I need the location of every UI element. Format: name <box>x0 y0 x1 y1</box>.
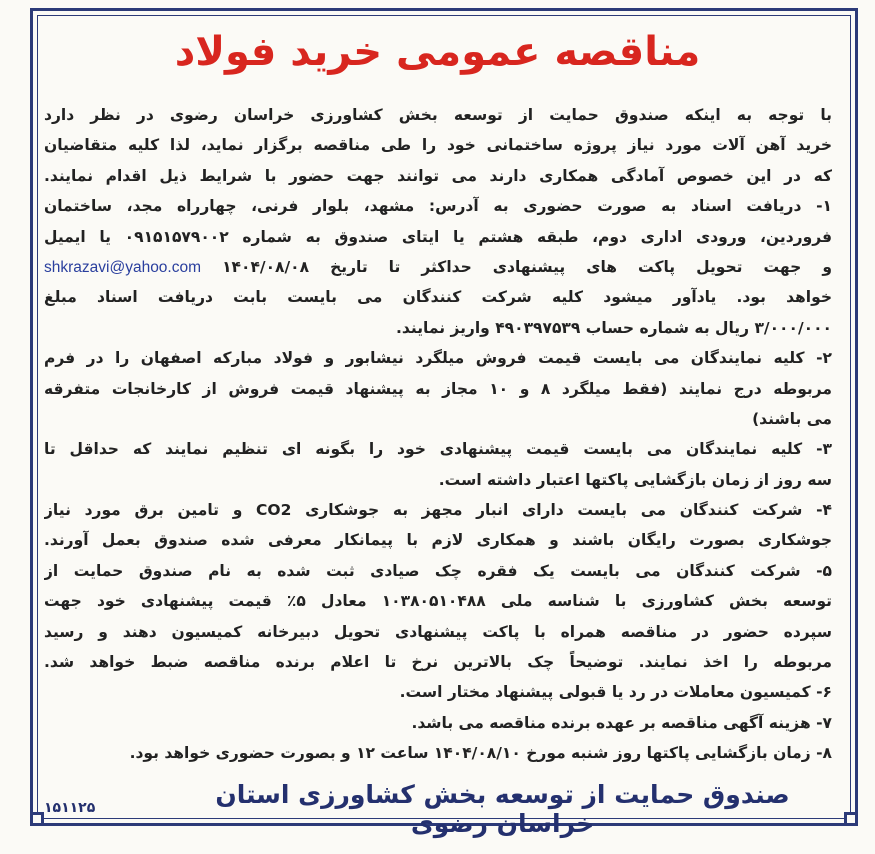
body-line: ۷- هزینه آگهی مناقصه بر عهده برنده مناقصه می باشد. <box>411 713 832 732</box>
body-line: سپرده حضور در مناقصه همراه با پاکت پیشنهادی تحویل دبیرخانه کمیسیون دهند و رسید <box>44 622 832 641</box>
body-line: ۵- شرکت کنندگان می بایست یک فقره چک صیادی ثبت شده به نام صندوق حمایت از <box>44 561 832 580</box>
border-corner-notch <box>844 812 858 826</box>
ad-title: مناقصه عمومی خرید فولاد <box>174 29 701 75</box>
body-line <box>44 252 832 282</box>
body-line: می باشند) <box>752 409 832 428</box>
body-line: سه روز از زمان بازگشایی پاکتها اعتبار داشته است. <box>438 470 832 489</box>
body-line: که در این خصوص آمادگی همکاری دارند می توانند جهت حضور با شرایط ذیل اقدام نمایند. <box>44 166 832 185</box>
body-line: ۳- کلیه نمایندگان می بایست قیمت پیشنهادی خود را بگونه ای تنظیم نمایند که حداقل تا <box>44 440 832 459</box>
body-line: ۴- شرکت کنندگان می بایست دارای انبار مجهز به جوشکاری CO2 و تامین برق مورد نیاز <box>44 501 832 520</box>
body-line: ۶- کمیسیون معاملات در رد یا قبولی پیشنهاد مختار است. <box>399 683 832 702</box>
body-line: مربوطه را اخذ نمایند. توضیحاً چک بالاترین نرخ تا اعلام برنده مناقصه ضبط خواهد شد. <box>44 653 832 672</box>
body-line: ۲- کلیه نمایندگان می بایست قیمت فروش میلگرد نیشابور و فولاد مبارکه اصفهان را در فرم <box>44 349 832 368</box>
body-line: فروردین، ورودی اداری دوم، طبقه هشتم یا ایتای صندوق به شماره ۰۹۱۵۱۵۷۹۰۰۲ یا ایمیل <box>44 227 832 246</box>
ad-body <box>44 100 832 769</box>
body-line: ۸- زمان بازگشایی پاکتها روز شنبه مورخ ۱۴۰۴/۰۸/۱۰ ساعت ۱۲ و بصورت حضوری خواهد بود. <box>129 744 832 763</box>
body-line-text: و جهت تحویل پاکت های پیشنهادی حداکثر تا تاریخ ۱۴۰۴/۰۸/۰۸ <box>222 257 832 276</box>
body-line: ۳/۰۰۰/۰۰۰ ریال به شماره حساب ۴۹۰۳۹۷۵۳۹ واریز نمایند. <box>396 318 832 337</box>
border-corner-notch <box>30 812 44 826</box>
body-line: با توجه به اینکه صندوق حمایت از توسعه بخش کشاورزی خراسان رضوی در نظر دارد <box>44 106 832 124</box>
body-line: ۱- دریافت اسناد به صورت حضوری به آدرس: مشهد، بلوار فرنی، چهارراه مجد، ساختمان <box>44 197 832 216</box>
body-line: توسعه بخش کشاورزی با شناسه ملی ۱۰۳۸۰۵۱۰۴۸۸ معادل ۵٪ قیمت پیشنهادی خود جهت <box>44 592 832 611</box>
body-line: مربوطه درج نمایند (فقط میلگرد ۸ و ۱۰ مجاز به پیشنهاد قیمت فروش از کارخانجات متفرقه <box>44 379 832 398</box>
body-line: خواهد بود. یادآور میشود کلیه شرکت کنندگان می بایست بابت دریافت اسناد مبلغ <box>44 288 832 307</box>
body-line: خرید آهن آلات مورد نیاز پروژه ساختمانی خود را طی مناقصه برگزار نماید، لذا کلیه متقاضیان <box>44 136 832 155</box>
ad-code: ۱۵۱۱۲۵ <box>44 800 96 816</box>
issuer-name: صندوق حمایت از توسعه بخش کشاورزی استان خراسان رضوی <box>215 780 790 838</box>
email-link[interactable]: shkrazavi@yahoo.com <box>44 258 202 276</box>
body-line: جوشکاری بصورت رایگان باشند و همکاری لازم با پیمانکار معرفی شده صندوق بعمل آورند. <box>44 531 832 550</box>
